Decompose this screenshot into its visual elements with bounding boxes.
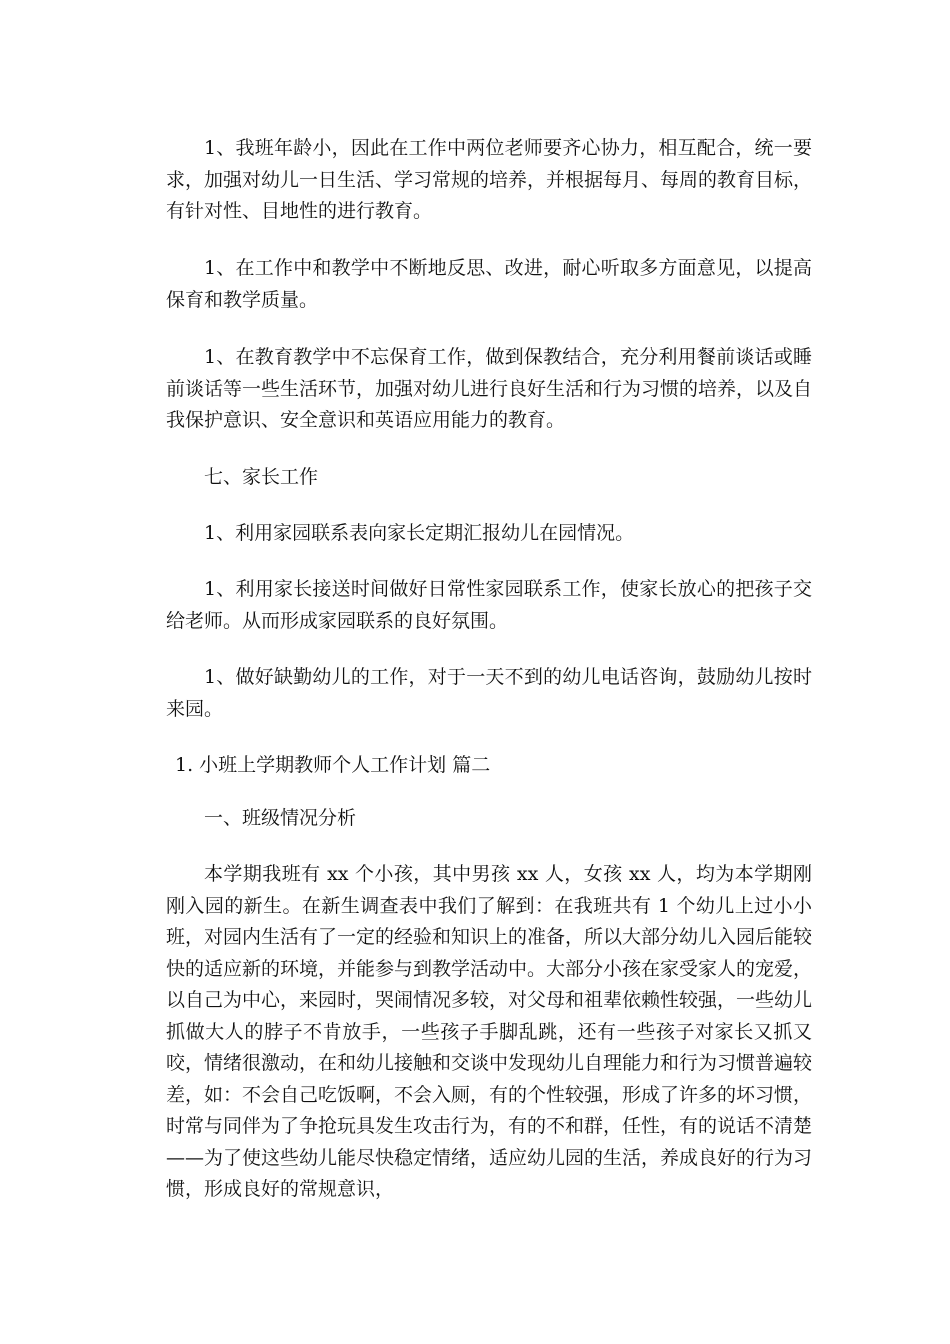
paragraph-reflection: 1、在工作中和教学中不断地反思、改进，耐心听取多方面意见，以提高保育和教学质量。 [166,257,812,311]
subheading-class-analysis: 一、班级情况分析 [204,807,357,829]
paragraph-class-analysis: 本学期我班有 xx 个小孩，其中男孩 xx 人，女孩 xx 人，均为本学期刚刚入园的新生。在新生调查表中我们了解到：在我班共有 1 个幼儿上过小小班，对园内生活有了一定的经验和知识上的准备，所以大部分幼儿入园后能较快的适应新的环境，并能参与到教学活动中。大部分小孩在家受家人的宠爱，以自己为中心，来园时，哭闹情况多较，对父母和祖辈依赖性较强，一些幼儿抓做大人的脖子不肯放手，一些孩子手脚乱跳，还有一些孩子对家长又抓又咬，情绪很激动，在和幼儿接触和交谈中发现幼儿自理能力和行为习惯普遍较差，如：不会自己吃饭啊，不会入厕，有的个性较强，形成了许多的坏习惯，时常与同伴为了争抢玩具发生攻击行为，有的不和群，任性，有的说话不清楚——为了使这些幼儿能尽快稳定情绪，适应幼儿园的生活，养成良好的行为习惯，形成良好的常规意识， [166,863,813,1200]
section-title: 1. 小班上学期教师个人工作计划 篇二 [175,754,491,776]
paragraph-class-routine: 1、我班年龄小，因此在工作中两位老师要齐心协力，相互配合，统一要求，加强对幼儿一日生活、学习常规的培养，并根据每月、每周的教育目标，有针对性、目地性的进行教育。 [166,137,813,222]
paragraph-absence: 1、做好缺勤幼儿的工作，对于一天不到的幼儿电话咨询，鼓励幼儿按时来园。 [166,666,812,720]
paragraph-contact-form: 1、利用家园联系表向家长定期汇报幼儿在园情况。 [204,522,635,544]
paragraph-care-education: 1、在教育教学中不忘保育工作，做到保教结合，充分利用餐前谈话或睡前谈话等一些生活环节，加强对幼儿进行良好生活和行为习惯的培养，以及自我保护意识、安全意识和英语应用能力的教育。 [166,346,813,431]
paragraph-pickup-contact: 1、利用家长接送时间做好日常性家园联系工作，使家长放心的把孩子交给老师。从而形成家园联系的良好氛围。 [166,578,812,632]
heading-parent-work: 七、家长工作 [204,466,319,488]
